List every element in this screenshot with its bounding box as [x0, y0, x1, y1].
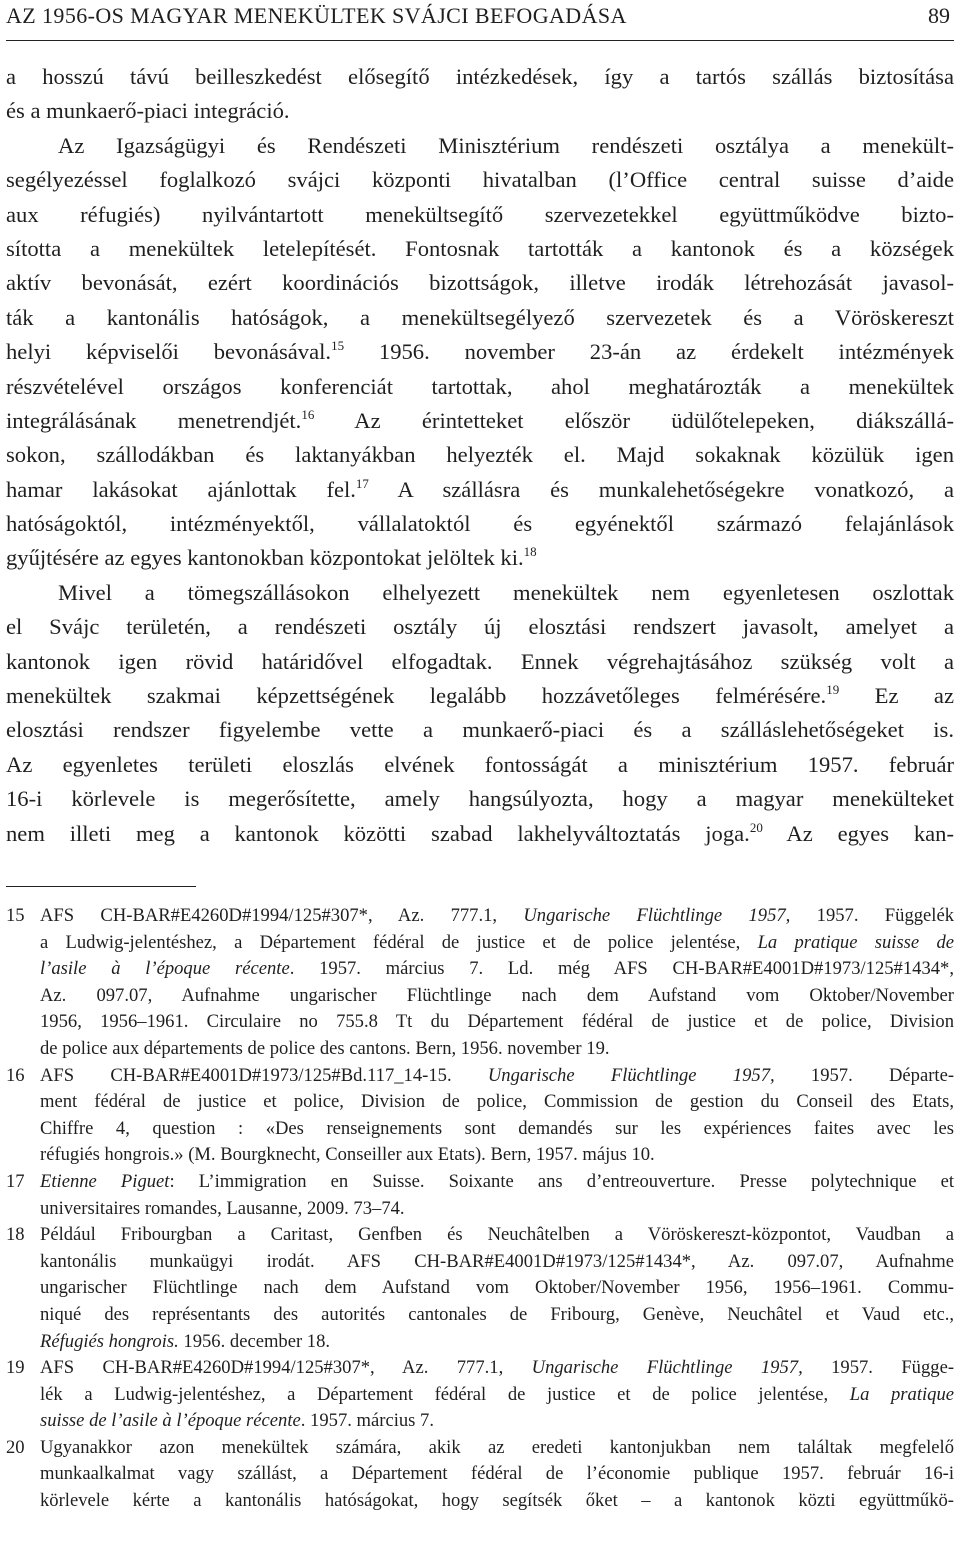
body-text-segment: Az egyes kan-: [762, 820, 954, 846]
page-number: 89: [928, 3, 950, 28]
footnote-line: [40, 1329, 954, 1356]
footnote-line: [40, 1036, 954, 1063]
body-text-segment: hamar lakásokat ajánlottak fel.: [6, 476, 356, 502]
italic-title: Etienne Piguet: [40, 1170, 170, 1192]
body-text: [6, 60, 954, 851]
footnote-line: [40, 1089, 954, 1116]
running-header-title: AZ 1956-OS MAGYAR MENEKÜLTEK SVÁJCI BEFOGADÁSA: [6, 3, 627, 28]
footnote-line: [40, 1382, 954, 1409]
footnote-separator: [6, 886, 196, 887]
body-line: sította a menekültek letelepítését. Fontosnak tartották a kantonok és a községek: [6, 235, 954, 261]
footnote-text: réfugiés hongrois.» (M. Bourgknecht, Conseiller aux Etats). Bern, 1957. május 10.: [40, 1144, 655, 1166]
body-line: sokon, szállodákban és laktanyákban helyezték el. Majd sokaknak közülük igen: [6, 442, 954, 468]
italic-title: Ungarische Flüchtlinge 1957,: [531, 1357, 803, 1379]
italic-title: Ungarische Flüchtlinge 1957,: [523, 905, 791, 926]
footnote-line: [40, 1355, 954, 1382]
body-line: elosztási rendszer figyelembe vette a munkaerő-piaci és a szálláslehetőségeket is.: [6, 717, 954, 743]
footnote-text: de police aux départements de police des cantons. Bern, 1956. november 19.: [40, 1037, 610, 1059]
italic-title: l’asile à l’époque récente: [40, 958, 290, 980]
footnote-reference[interactable]: 15: [331, 338, 345, 354]
body-line: 16-i körlevele is megerősítette, amely hangsúlyozta, hogy a magyar menekülteket: [6, 786, 954, 812]
footnote-line: [40, 1169, 954, 1196]
footnote-text: AFS CH-BAR#E4260D#1994/125#307*, Az. 777.1,: [40, 905, 524, 926]
footnote-line: [40, 1302, 954, 1329]
body-line: ták a kantonális hatóságok, a menekültsegélyező szervezetek és a Vöröskereszt: [6, 304, 954, 330]
footnote-text: AFS CH-BAR#E4260D#1994/125#307*, Az. 777.1,: [40, 1357, 532, 1379]
footnote-text: Ugyanakkor azon menekültek számára, akik az eredeti kantonjukban nem találtak megfelelő: [40, 1436, 954, 1458]
italic-title: Ungarische Flüchtlinge 1957,: [487, 1064, 775, 1086]
footnote-line: [40, 1461, 954, 1488]
footnote-text: a Ludwig-jelentéshez, a Département fédéral de justice et de police jelentése,: [40, 931, 758, 953]
footnote-line: [40, 956, 954, 983]
body-line: Az Igazságügyi és Rendészeti Minisztérium rendészeti osztálya a menekült-: [58, 132, 954, 158]
italic-title: La pratique: [849, 1383, 955, 1405]
italic-title: La pratique suisse de: [757, 931, 954, 953]
body-line: a hosszú távú beilleszkedést elősegítő intézkedések, így a tartós szállás biztosítása: [6, 64, 954, 89]
body-line: [6, 541, 954, 575]
footnote-line: [40, 1408, 954, 1435]
footnote-text: AFS CH-BAR#E4001D#1973/125#Bd.117_14-15.: [40, 1064, 488, 1086]
footnote-text: 1956. december 18.: [178, 1330, 331, 1352]
footnote: [6, 1355, 954, 1435]
footnote-text: Chiffre 4, question : «Des renseignements sont demandés sur les expériences faites avec les: [40, 1117, 954, 1139]
footnote-reference[interactable]: 19: [826, 682, 840, 698]
italic-title: suisse de l’asile à l’époque récente: [40, 1410, 301, 1432]
body-line: Mivel a tömegszállásokon elhelyezett menekültek nem egyenletesen oszlottak: [58, 579, 954, 605]
footnote: [6, 903, 954, 1063]
body-text-segment: 1956. november 23-án az érdekelt intézmények: [344, 339, 954, 365]
footnote-reference[interactable]: 20: [749, 819, 763, 835]
body-line: el Svájc területén, a rendészeti osztály új elosztási rendszert javasolt, amelyet a: [6, 614, 954, 640]
body-line: hatóságoktól, intézményektől, vállalatoktól és egyénektől származó felajánlások: [6, 511, 954, 537]
footnote: [6, 1063, 954, 1169]
footnote-line: [40, 1222, 954, 1249]
footnote-text: ungarischer Flüchtlinge nach dem Aufstand vom Oktober/November 1956, 1956–1961. Commu-: [40, 1277, 954, 1299]
body-line: aktív bevonását, ezért koordinációs bizottságok, illetve irodák létrehozását javasol-: [6, 270, 954, 296]
body-line: segélyezéssel foglalkozó svájci központi hivatalban (l’Office central suisse d’aide: [6, 167, 954, 193]
footnote-line: [40, 1116, 954, 1143]
footnote-number: 17: [6, 1170, 25, 1192]
body-text-segment: helyi képviselői bevonásával.: [6, 339, 332, 365]
footnote-line: [40, 1249, 954, 1276]
footnote-number: 16: [6, 1064, 25, 1086]
body-text-segment: Az érintetteket először üdülőtelepeken, diákszállá-: [314, 407, 954, 433]
footnote-reference[interactable]: 18: [523, 544, 537, 560]
footnote-text: 1957. Függe-: [802, 1357, 955, 1379]
footnote-line: [40, 1488, 954, 1515]
body-line: [6, 335, 954, 369]
footnote-text: 1957. Függelék: [790, 905, 955, 926]
footnote-text: . 1957. március 7.: [300, 1410, 434, 1432]
footnote: [6, 1222, 954, 1355]
body-text-segment: Ez az: [839, 683, 954, 709]
body-line: kantonok igen rövid határidővel elfogadtak. Ennek végrehajtásához szükség volt a: [6, 648, 954, 674]
italic-title: Réfugiés hongrois.: [40, 1330, 179, 1352]
footnote-reference[interactable]: 17: [355, 475, 369, 491]
footnote-text: Az. 097.07, Aufnahme ungarischer Flüchtlinge nach dem Aufstand vom Oktober/November: [40, 984, 954, 1006]
footnote-text: : L’immigration en Suisse. Soixante ans d’entreouverture. Presse polytechnique et: [169, 1170, 954, 1192]
footnote-line: [40, 1142, 954, 1169]
running-header: [6, 0, 954, 41]
footnote-text: körlevele kérte a kantonális hatóságokat, hogy segítsék őket – a kantonok közti együttműkö-: [40, 1490, 954, 1512]
footnote-text: 1956, 1956–1961. Circulaire no 755.8 Tt du Département fédéral de justice et de police, Division: [40, 1011, 954, 1033]
body-text-segment: A szállásra és munkalehetőségekre vonatkozó, a: [368, 476, 954, 502]
footnote-text: 1957. Départe-: [774, 1064, 955, 1086]
body-line: [6, 817, 954, 851]
body-line: aux réfugiés) nyilvántartott menekültsegítő szervezetekkel együttműködve bizto-: [6, 201, 954, 227]
footnote-line: [40, 1009, 954, 1036]
footnote-text: lék a Ludwig-jelentéshez, a Département fédéral de justice et de police jelentése,: [40, 1383, 850, 1405]
footnote-number: 20: [6, 1436, 25, 1458]
footnote-text: ment fédéral de justice et police, Division de police, Commission de gestion du Conseil des Etats,: [40, 1091, 954, 1113]
footnote-line: [40, 1435, 954, 1462]
body-line: [6, 473, 954, 507]
footnote-number: 18: [6, 1224, 25, 1246]
footnote-line: [40, 1275, 954, 1302]
body-line: [6, 679, 954, 713]
body-line: Az egyenletes területi eloszlás elvének fontosságát a minisztérium 1957. február: [6, 751, 954, 777]
footnote: [6, 1169, 954, 1222]
footnote-line: [40, 930, 954, 957]
footnote-line: [40, 903, 954, 930]
footnote-text: niqué des représentants des autorités cantonales de Fribourg, Genève, Neuchâtel et Vaud etc.,: [40, 1303, 954, 1325]
footnote-number: 15: [6, 905, 25, 926]
footnotes: [6, 903, 954, 1515]
body-text-segment: menekültek szakmai képzettségének legalább hozzávetőleges felmérésére.: [6, 683, 827, 709]
body-line: részvételével országos konferenciát tartottak, ahol meghatározták a menekültek: [6, 373, 954, 399]
footnote-text: . 1957. március 7. Ld. még AFS CH-BAR#E4001D#1973/125#1434*,: [289, 958, 954, 980]
body-line: és a munkaerő-piaci integráció.: [6, 98, 290, 124]
body-text-segment: integrálásának menetrendjét.: [6, 407, 302, 433]
footnote-text: Például Fribourgban a Caritast, Genfben és Neuchâtelben a Vöröskereszt-központot, Vaudban a: [40, 1224, 954, 1246]
body-text-segment: nem illeti meg a kantonok közötti szabad lakhelyváltoztatás joga.: [6, 820, 750, 846]
footnote-text: munkaalkalmat vagy szállást, a Département fédéral de l’économie publique 1957. február 16-i: [40, 1463, 954, 1485]
footnote-text: universitaires romandes, Lausanne, 2009. 73–74.: [40, 1197, 405, 1219]
footnote-line: [40, 1196, 954, 1223]
footnote-reference[interactable]: 16: [301, 406, 315, 422]
body-line: [6, 404, 954, 438]
body-text-segment: gyűjtésére az egyes kantonokban központokat jelöltek ki.: [6, 545, 524, 571]
footnote-number: 19: [6, 1357, 25, 1379]
footnote-line: [40, 1063, 954, 1090]
footnote-text: kantonális munkaügyi irodát. AFS CH-BAR#E4001D#1973/125#1434*, Az. 097.07, Aufnahme: [40, 1250, 954, 1272]
footnote: [6, 1435, 954, 1515]
footnote-line: [40, 983, 954, 1010]
